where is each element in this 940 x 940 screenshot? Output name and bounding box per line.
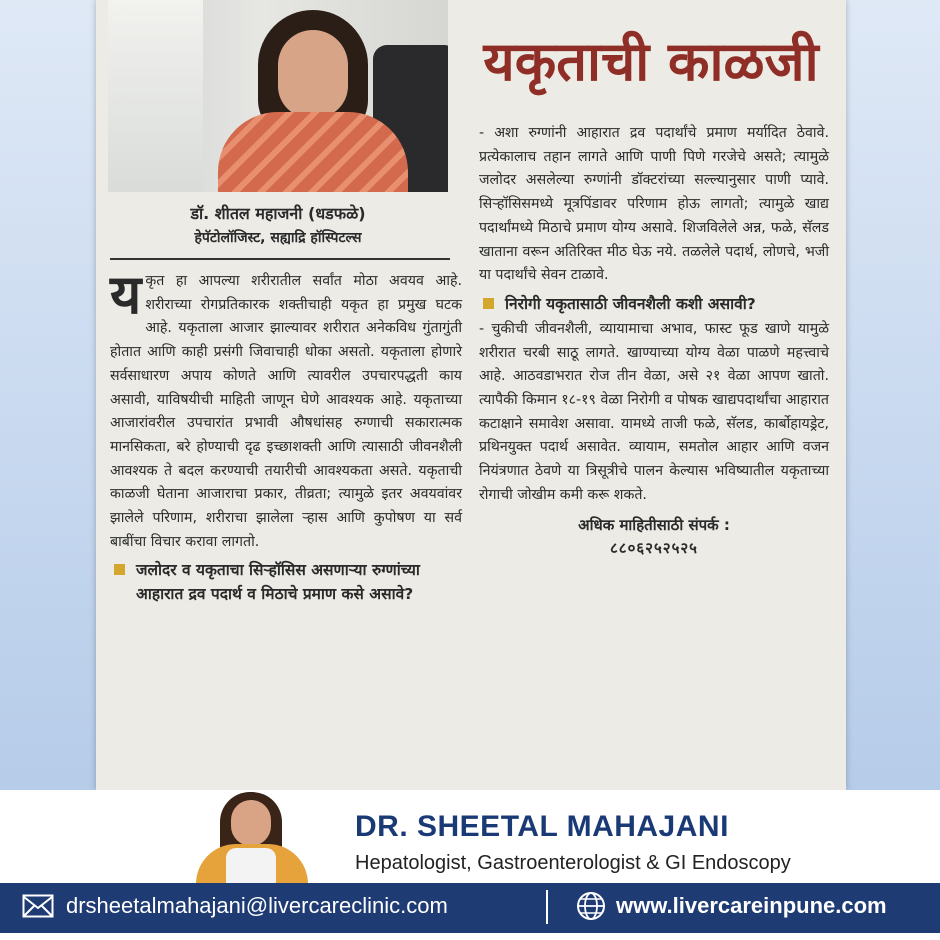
bottom-strip [0,933,940,940]
contact-label: अधिक माहितीसाठी संपर्क : [578,515,730,534]
doctor-avatar [186,792,316,884]
author-photo [108,0,448,192]
answer-paragraph-2: - चुकीची जीवनशैली, व्यायामाचा अभाव, फास्ट फूड खाणे यामुळे शरीरात चरबी साठू लागते. खाण्याच्या योग्य वेळा पाळणे महत्त्वाचे आहे. आठवडाभरात रोज तीन वेळा, असे २१ वेळा आपण खातो. त्यापैकी किमान १८-१९ वेळा निरोगी व पोषक खाद्यपदार्थांचा आहारात कटाक्षाने समावेश असावा. यामध्ये ताजी फळे, सॅलड, कार्बोहायड्रेट, प्रथिनयुक्त पदार्थ असावेत. व्यायाम, समतोल आहार आणि वजन नियंत्रणात ठेवणे या त्रिसूत्रीचे पालन केल्यास भविष्यातील यकृताच्या रोगाची जोखीम कमी करू शकते. [479,320,829,503]
drop-cap: य [110,263,142,326]
contact-divider [546,890,548,924]
email-link[interactable]: drsheetalmahajani@livercareclinic.com [66,893,448,918]
article-headline: यकृताची काळजी [483,30,819,93]
envelope-icon [22,894,54,918]
caption-divider [110,258,450,260]
square-bullet-icon [114,564,125,575]
contact-phone: ८८०६२५२५२५ [609,539,698,558]
author-title: हेपॅटोलॉजिस्ट, सह्याद्रि हॉस्पिटल्स [194,230,362,246]
doctor-specialty: Hepatologist, Gastroenterologist & GI Endoscopy [355,852,791,874]
answer-paragraph-1: - अशा रुग्णांनी आहारात द्रव पदार्थांचे प्रमाण मर्यादित ठेवावे. प्रत्येकालाच तहान लागते आणि पाणी पिणे गरजेचे असते; त्यामुळे जलोदर असलेल्या रुग्णांनी डॉक्टरांच्या सल्ल्यानुसार पाणी प्यावे. सिऱ्हॉसिसमध्ये मूत्रपिंडावर परिणाम होऊ लागतो; त्यामुळे खाद्य पदार्थांमध्ये मिठाचे प्रमाण योग्य असावे. शिजविलेले अन्न, फळे, सॅलड खाताना वरून अतिरिक्त मीठ घेऊ नये. तळलेले पदार्थ, लोणचे, भजी या पदार्थांचे सेवन टाळावे. [479,125,829,284]
globe-icon [576,891,606,921]
subheading-q2: निरोगी यकृतासाठी जीवनशैली कशी असावी? [479,292,829,316]
left-column [110,263,462,608]
newspaper-clipping [96,0,846,790]
author-name: डॉ. शीतल महाजनी (धडफळे) [190,204,366,223]
square-bullet-icon [483,298,494,309]
right-column [479,122,829,561]
website-link[interactable]: www.livercareinpune.com [616,893,887,918]
doctor-name: DR. SHEETAL MAHAJANI [355,810,729,843]
subheading-q1: जलोदर व यकृताचा सिऱ्हॉसिस असणाऱ्या रुग्णांच्या आहारात द्रव पदार्थ व मिठाचे प्रमाण कसे असावे? [110,558,462,606]
intro-paragraph: यकृत हा आपल्या शरीरातील सर्वांत मोठा अवयव आहे. शरीराच्या रोगप्रतिकारक शक्तीचाही यकृत हा प्रमुख घटक आहे. यकृताला आजार झाल्यावर शरीरात अनेकविध गुंतागुंती होतात आणि काही प्रसंगी जिवाचाही धोका असतो. यकृताला होणारे सर्वसाधारण अपाय कोणते आणि त्यावरील उपचारपद्धती काय असावी, याविषयीची माहिती जाणून घेणे आवश्यक आहे. यकृताच्या आजारांवरील उपचारांत प्रभावी औषधांसह रुग्णाची सकारात्मक मानसिकता, बरे होण्याची दृढ इच्छाशक्ती आणि त्यासाठी जीवनशैली आवश्यक ते बदल करण्याची तयारीची आवश्यकता असते. यकृताची काळजी घेताना आजाराचा प्रकार, तीव्रता; त्यामुळे इतर अवयवांवर झालेले परिणाम, शरीराचा झालेला ऱ्हास आणि कुपोषण या सर्व बाबींचा विचार करावा लागतो. [110,263,462,550]
